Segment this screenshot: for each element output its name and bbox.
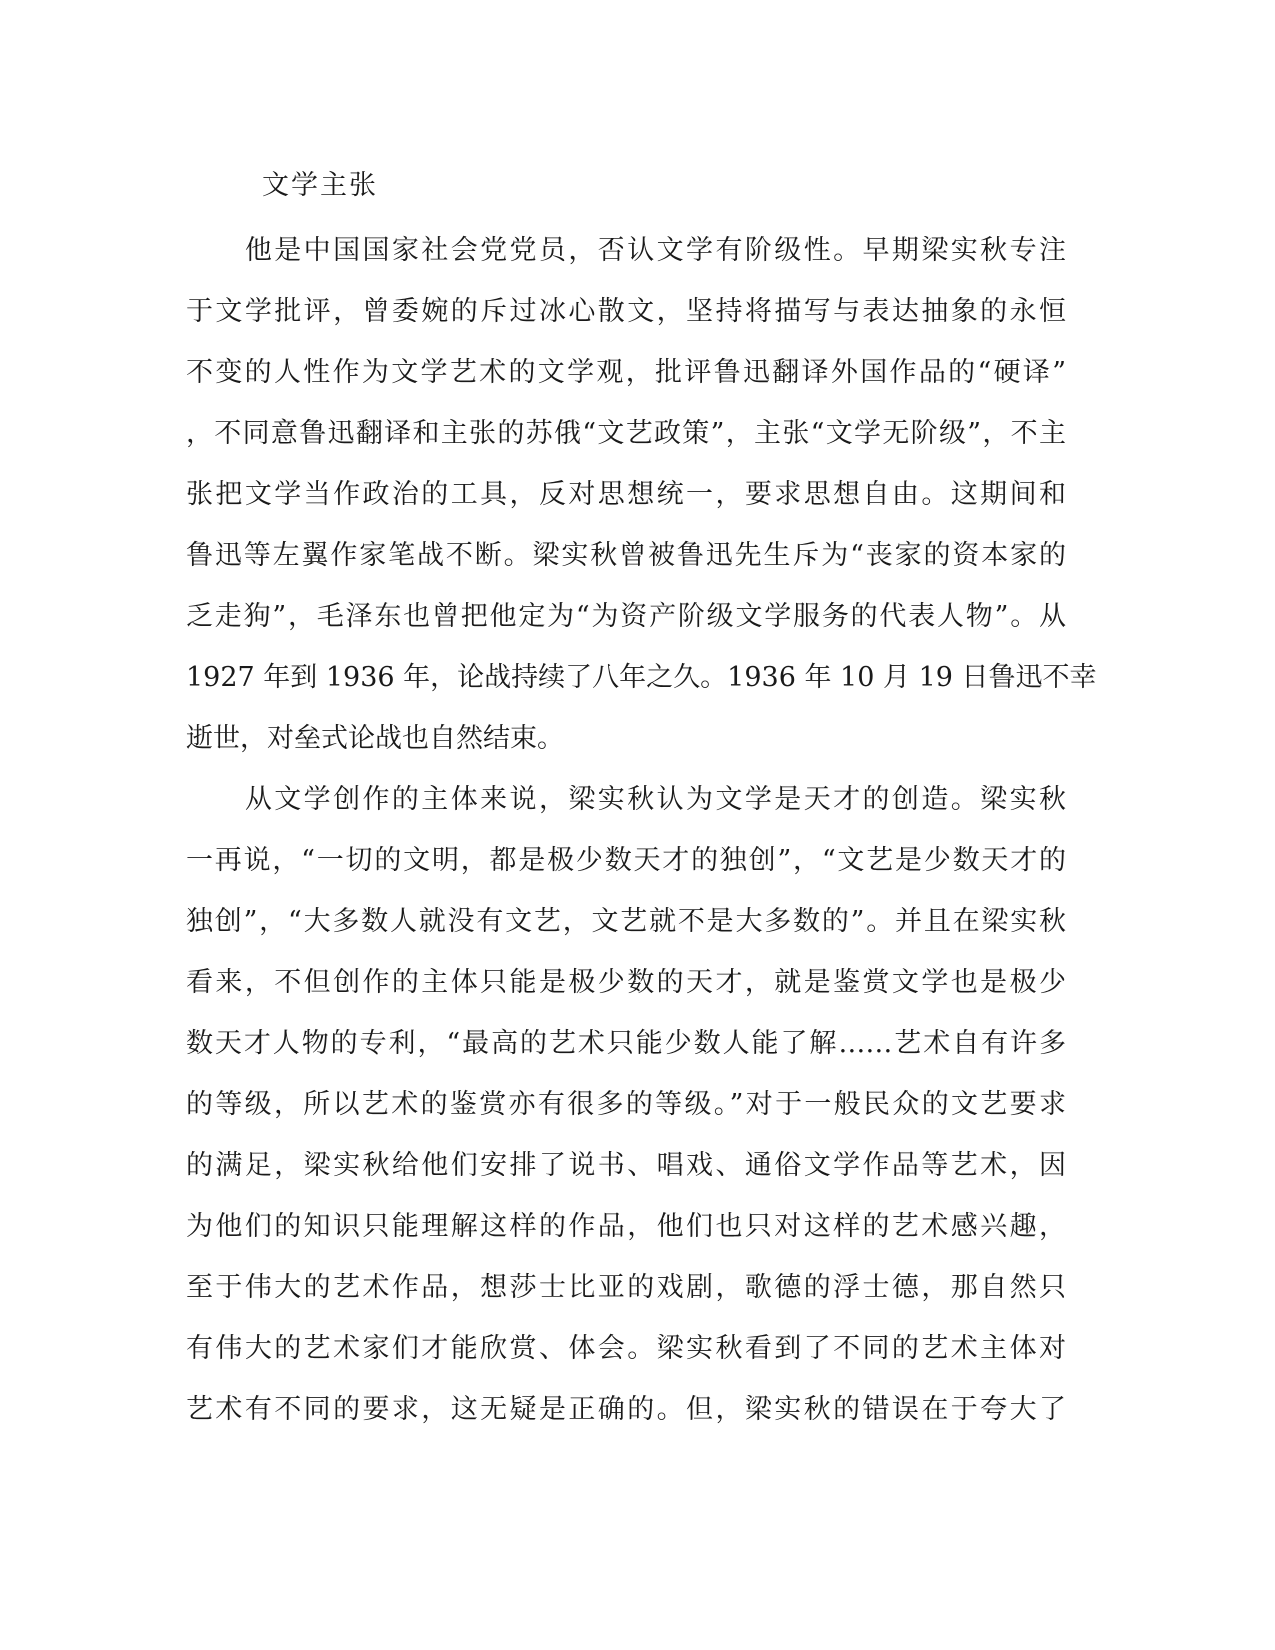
paragraph-line: ，不同意鲁迅翻译和主张的苏俄“文艺政策”，主张“文学无阶级”，不主 — [186, 418, 1066, 449]
paragraph-line: 看来，不但创作的主体只能是极少数的天才，就是鉴赏文学也是极少 — [186, 967, 1066, 998]
paragraph-line: 从文学创作的主体来说，梁实秋认为文学是天才的创造。梁实秋 — [186, 784, 1066, 815]
paragraph-line: 有伟大的艺术家们才能欣赏、体会。梁实秋看到了不同的艺术主体对 — [186, 1333, 1066, 1364]
section-heading: 文学主张 — [262, 170, 378, 201]
paragraph-line: 的等级，所以艺术的鉴赏亦有很多的等级。”对于一般民众的文艺要求 — [186, 1089, 1066, 1120]
paragraph-line: 逝世，对垒式论战也自然结束。 — [186, 723, 564, 754]
paragraph-line: 鲁迅等左翼作家笔战不断。梁实秋曾被鲁迅先生斥为“丧家的资本家的 — [186, 540, 1066, 571]
paragraph-line: 他是中国国家社会党党员，否认文学有阶级性。早期梁实秋专注 — [186, 235, 1066, 266]
paragraph-line: 的满足，梁实秋给他们安排了说书、唱戏、通俗文学作品等艺术，因 — [186, 1150, 1066, 1181]
paragraph-line: 为他们的知识只能理解这样的作品，他们也只对这样的艺术感兴趣， — [186, 1211, 1066, 1242]
paragraph-line: 数天才人物的专利，“最高的艺术只能少数人能了解……艺术自有许多 — [186, 1028, 1066, 1059]
paragraph-2 — [186, 769, 1066, 1440]
paragraph-line: 张把文学当作政治的工具，反对思想统一，要求思想自由。这期间和 — [186, 479, 1066, 510]
paragraph-1 — [186, 220, 1097, 769]
paragraph-line: 不变的人性作为文学艺术的文学观，批评鲁迅翻译外国作品的“硬译” — [186, 357, 1066, 388]
paragraph-line: 至于伟大的艺术作品，想莎士比亚的戏剧，歌德的浮士德，那自然只 — [186, 1272, 1066, 1303]
paragraph-line: 独创”，“大多数人就没有文艺，文艺就不是大多数的”。并且在梁实秋 — [186, 906, 1066, 937]
paragraph-line: 于文学批评，曾委婉的斥过冰心散文，坚持将描写与表达抽象的永恒 — [186, 296, 1066, 327]
paragraph-line: 艺术有不同的要求，这无疑是正确的。但，梁实秋的错误在于夸大了 — [186, 1394, 1066, 1425]
paragraph-line: 一再说，“一切的文明，都是极少数天才的独创”，“文艺是少数天才的 — [186, 845, 1066, 876]
paragraph-line: 乏走狗”，毛泽东也曾把他定为“为资产阶级文学服务的代表人物”。从 — [186, 601, 1066, 632]
paragraph-line: 1927 年到 1936 年，论战持续了八年之久。1936 年 10 月 19 日鲁迅不幸 — [186, 662, 1097, 693]
